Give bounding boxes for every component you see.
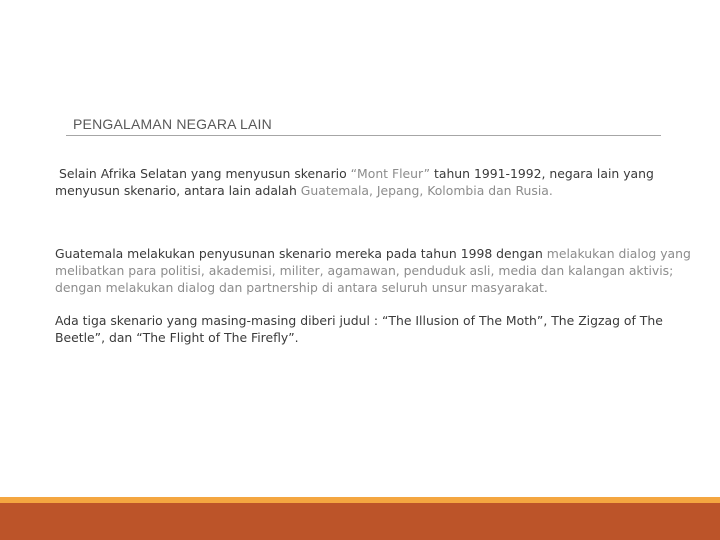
paragraph1-text-2: tahun 1991-1992, negara lain yang menyusun skenario, antara lain adalah (55, 166, 654, 198)
title-divider (66, 135, 661, 136)
paragraph-south-africa (55, 165, 705, 199)
paragraph1-text-1: Selain Afrika Selatan yang menyusun skenario (58, 166, 351, 181)
paragraph1-highlight-countries: Guatemala, Jepang, Kolombia dan Rusia. (300, 183, 553, 198)
paragraph1-highlight-mont-fleur: “Mont Fleur” (350, 166, 431, 181)
footer-bar (0, 503, 720, 540)
slide-title: PENGALAMAN NEGARA LAIN (73, 116, 272, 132)
paragraph2-text-1: Guatemala melakukan penyusunan skenario mereka pada tahun 1998 dengan (55, 246, 547, 261)
paragraph2-highlight-dialog: melakukan dialog yang melibatkan para politisi, akademisi, militer, agamawan, penduduk asli, media dan kalangan aktivis; dengan melakukan dialog dan partnership di antara seluruh unsur masyarakat. (55, 246, 691, 295)
paragraph-scenarios: Ada tiga skenario yang masing-masing diberi judul : “The Illusion of The Moth”, The Zigzag of The Beetle”, dan “The Flight of The Firefly”. (55, 313, 663, 345)
paragraph-guatemala (55, 245, 705, 296)
